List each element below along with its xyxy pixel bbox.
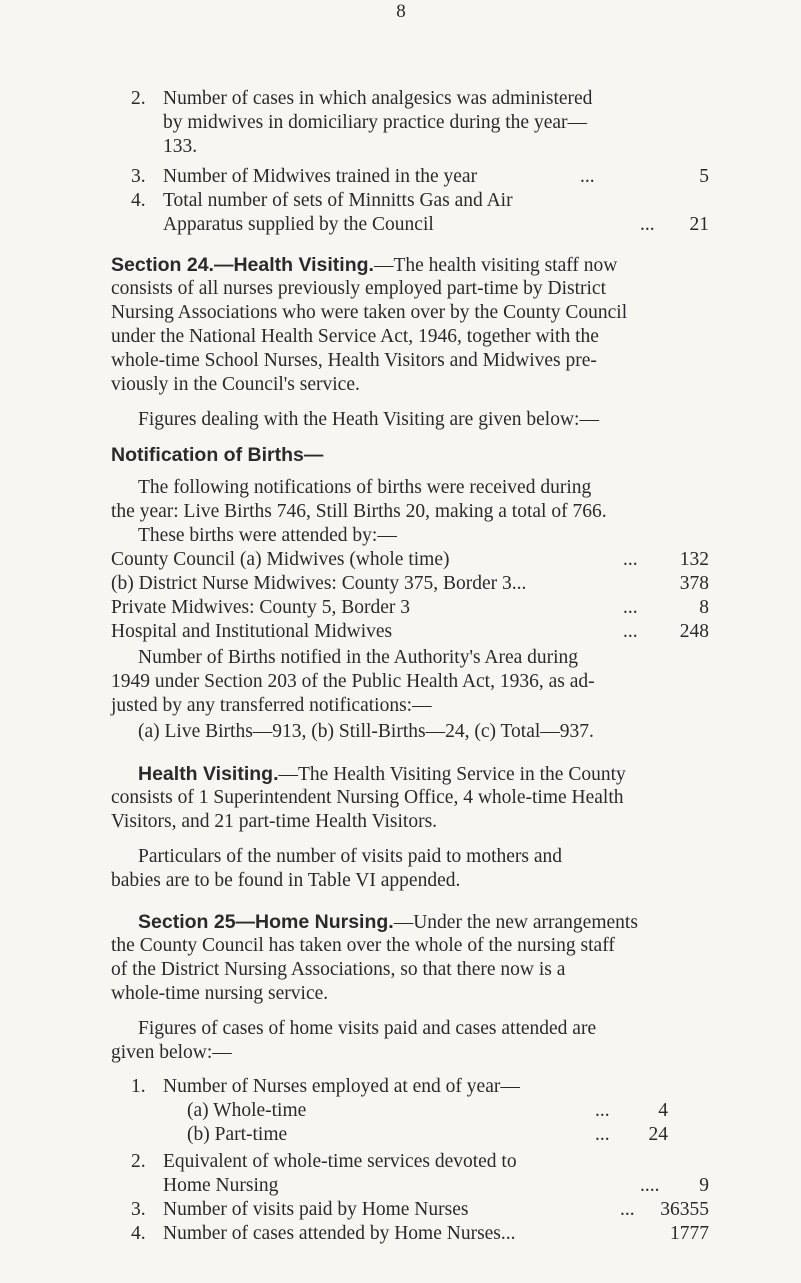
notified-line: justed by any transferred notifications:— [111, 695, 432, 716]
section-24-line: under the National Health Service Act, 1946, together with the [111, 326, 599, 347]
attended-value: 8 [699, 597, 709, 618]
item-text: by midwives in domiciliary practice during the year— [163, 112, 588, 133]
section-24-line: consists of all nurses previously employed part-time by District [111, 278, 606, 299]
section-25-heading: Section 25—Home Nursing. [138, 911, 394, 933]
item-value: 21 [689, 214, 709, 235]
notification-line: These births were attended by:— [138, 525, 397, 546]
attended-value: 378 [679, 573, 709, 594]
leader-dots: ... [580, 166, 595, 187]
leader-dots: ... [595, 1100, 610, 1121]
leader-dots: ... [620, 1199, 635, 1220]
section-24-line: Section 24.—Health Visiting.—The health visiting staff now [111, 254, 618, 276]
notified-line: 1949 under Section 203 of the Public Health Act, 1936, as ad- [111, 671, 595, 692]
attended-value: 248 [679, 621, 709, 642]
figures-line: given below:— [111, 1042, 232, 1063]
page-number: 8 [396, 1, 406, 22]
section-25-line: Section 25—Home Nursing.—Under the new arrangements [138, 911, 638, 933]
health-visiting-line: Visitors, and 21 part-time Health Visitors. [111, 811, 438, 832]
notification-line: the year: Live Births 746, Still Births 20, making a total of 766. [111, 501, 607, 522]
item-text: 133. [163, 136, 198, 157]
attended-value: 132 [679, 549, 709, 570]
item-value: 36355 [660, 1199, 709, 1220]
notification-line: The following notifications of births were received during [138, 477, 592, 498]
item-value: 5 [699, 166, 709, 187]
leader-dots: .... [640, 1175, 660, 1196]
item-value: 24 [648, 1124, 668, 1145]
section-25-line: the County Council has taken over the whole of the nursing staff [111, 935, 615, 956]
health-visiting-heading: Health Visiting. [138, 763, 279, 785]
health-visiting-line: consists of 1 Superintendent Nursing Office, 4 whole-time Health [111, 787, 624, 808]
section-24-line: whole-time School Nurses, Health Visitors and Midwives pre- [111, 350, 597, 371]
item-number: 2. [131, 88, 146, 109]
leader-dots: ... [623, 549, 638, 570]
item-value: 4 [658, 1100, 668, 1121]
item-text: Total number of sets of Minnitts Gas and Air [163, 190, 513, 211]
leader-dots: ... [640, 214, 655, 235]
particulars-line: babies are to be found in Table VI appended. [111, 870, 461, 891]
section-24-line: Nursing Associations who were taken over by the County Council [111, 302, 628, 323]
item-text: Number of Midwives trained in the year [163, 166, 478, 187]
document-page: 8 2. Number of cases in which analgesics was administered by midwives in domiciliary practice during the year— 133. 3. Number of Midwives trained in the year ... 5 4. Total number of sets of Minnitts Gas and Air Apparatus supplied by the Council ... 21 Section 24.—Health Visiting.—The health visiting staff now consists of all nurses previously employed part-time by District Nursing Associations who were taken over by the County Council under the National Health Service Act, 1946, together with the whole-time School Nurses, Health Visitors and Midwives pre- viously in the Council's service. Figures dealing with the Heath Visiting are given below:— Notification of Births— The following notifications of births were received during the year: Live Births 746, Still Births 20, making a total of 766. These births were attended by:— County Council (a) Midwives (whole time) ... 132 (b) District Nurse Midwives: County 375, Border 3... 378 Private Midwives: County 5, Border 3 ... 8 Hospital and Institutional Midwives ... 248 Number of Births notified in the Authority's Area during 1949 under Section 203 of the Public Health Act, 1936, as ad- justed by any transferred notifications:— (a) Live Births—913, (b) Still-Births—24, (c) Total—937. Health Visiting.—The Health Visiting Service in the County consists of 1 Superintendent Nursing Office, 4 whole-time Health Visitors, and 21 part-time Health Visitors. Particulars of the number of visits paid to mothers and babies are to be found in Table VI appended. Section 25—Home Nursing.—Under the new arrangements the County Council has taken over the whole of the nursing staff of the District Nursing Associations, so that there now is a whole-time nursing service. Figures of cases of home visits paid and cases attended are given below:— 1. Number of Nurses employed at end of year— (a) Whole-time ... 4 (b) Part-time ... 24 2. Equivalent of whole-time services devoted to Home Nursing .... 9 3. Number of visits paid by Home Nurses ... 36355 4. Number of cases attended by Home Nurses... 1777 [111, 1, 709, 1244]
leader-dots: ... [623, 621, 638, 642]
item-text: Number of cases in which analgesics was administered [163, 88, 593, 109]
item-text: Apparatus supplied by the Council [163, 214, 434, 235]
item-number: 4. [131, 190, 146, 211]
figures-line: Figures of cases of home visits paid and cases attended are [138, 1018, 597, 1039]
item-value: 1777 [670, 1223, 709, 1244]
figures-line: Figures dealing with the Heath Visiting are given below:— [138, 409, 599, 430]
particulars-line: Particulars of the number of visits paid to mothers and [138, 846, 563, 867]
section-25-line: whole-time nursing service. [111, 983, 329, 1004]
leader-dots: ... [623, 597, 638, 618]
notified-line: Number of Births notified in the Authority's Area during [138, 647, 579, 668]
item-value: 9 [699, 1175, 709, 1196]
section-25-line: of the District Nursing Associations, so that there now is a [111, 959, 566, 980]
item-number: 3. [131, 166, 146, 187]
health-visiting-line: Health Visiting.—The Health Visiting Service in the County [138, 763, 626, 785]
leader-dots: ... [595, 1124, 610, 1145]
notification-heading: Notification of Births— [111, 444, 324, 466]
section-24-line: viously in the Council's service. [111, 374, 360, 395]
section-24-heading: Section 24.—Health Visiting. [111, 254, 374, 276]
totals-line: (a) Live Births—913, (b) Still-Births—24, (c) Total—937. [138, 721, 594, 742]
